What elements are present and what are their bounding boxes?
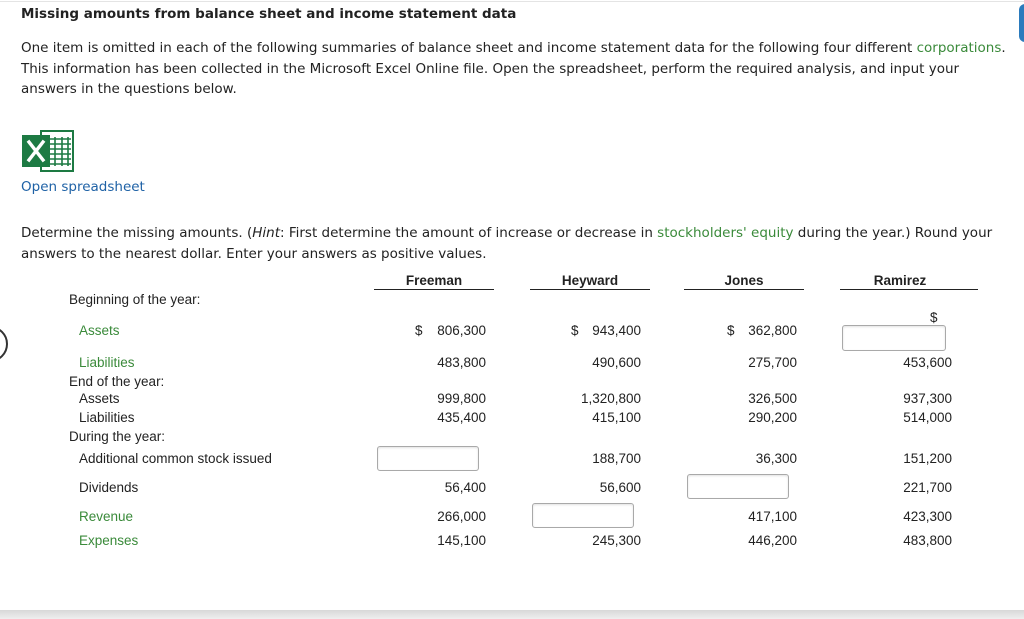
freeman-revenue: 266,000	[437, 509, 486, 524]
jones-stock-issued: 36,300	[755, 451, 797, 466]
row-label-stock-issued: Additional common stock issued	[79, 451, 272, 466]
currency-symbol: $	[571, 323, 579, 338]
corporations-term-link[interactable]: corporations	[916, 40, 1002, 56]
column-header-freeman: Freeman	[405, 273, 463, 288]
heyward-assets-end: 1,320,800	[580, 391, 641, 406]
intro-part-2: . This information has been collected in the Microsoft Excel Online file. Open the spreadsheet, perform the required analysis, and input your answers in the questions below.	[21, 40, 1006, 97]
intro-part-1: One item is omitted in each of the following summaries of balance sheet and income statement data for the following four different	[21, 40, 917, 56]
ramirez-liabilities-end: 514,000	[903, 410, 952, 425]
page-title: Missing amounts from balance sheet and income statement data	[21, 6, 517, 22]
jones-assets-begin: 362,800	[748, 323, 797, 338]
jones-dividends-input[interactable]	[687, 474, 789, 499]
header-rule	[840, 289, 978, 290]
instructions-part-1: Determine the missing amounts. (	[21, 225, 253, 241]
heyward-liabilities-end: 415,100	[592, 410, 641, 425]
instructions-text	[21, 223, 1021, 264]
heyward-assets-begin: 943,400	[592, 323, 641, 338]
heyward-stock-issued: 188,700	[592, 451, 641, 466]
open-spreadsheet-link[interactable]: Open spreadsheet	[21, 179, 145, 195]
ramirez-liabilities-begin: 453,600	[903, 355, 952, 370]
jones-liabilities-begin: 275,700	[748, 355, 797, 370]
freeman-assets-end: 999,800	[437, 391, 486, 406]
column-header-ramirez: Ramirez	[873, 273, 927, 288]
freeman-expenses: 145,100	[437, 533, 486, 548]
section-during-label: During the year:	[69, 429, 166, 444]
ramirez-stock-issued: 151,200	[903, 451, 952, 466]
row-label-dividends: Dividends	[79, 480, 139, 495]
instructions-part-3: during the year.) Round your answers to the nearest dollar. Enter your answers as positive values.	[21, 225, 993, 262]
question-marker[interactable]	[0, 326, 8, 362]
header-rule	[684, 289, 804, 290]
currency-symbol: $	[930, 310, 938, 325]
jones-expenses: 446,200	[748, 533, 797, 548]
instructions-part-2: : First determine the amount of increase or decrease in	[280, 225, 658, 241]
ramirez-revenue: 423,300	[903, 509, 952, 524]
column-header-heyward: Heyward	[561, 273, 619, 288]
heyward-revenue-input[interactable]	[532, 503, 634, 528]
jones-assets-end: 326,500	[748, 391, 797, 406]
intro-text	[21, 38, 1011, 100]
currency-symbol: $	[415, 323, 423, 338]
header-rule	[530, 289, 650, 290]
side-tab[interactable]	[1019, 4, 1024, 42]
ramirez-dividends: 221,700	[903, 480, 952, 495]
jones-revenue: 417,100	[748, 509, 797, 524]
currency-symbol: $	[727, 323, 735, 338]
excel-icon[interactable]	[21, 127, 75, 175]
ramirez-assets-begin-input[interactable]	[842, 325, 946, 351]
stockholders-equity-term-link[interactable]: stockholders' equity	[657, 225, 794, 241]
section-end-label: End of the year:	[69, 374, 165, 389]
ramirez-expenses: 483,800	[903, 533, 952, 548]
jones-liabilities-end: 290,200	[748, 410, 797, 425]
freeman-assets-begin: 806,300	[437, 323, 486, 338]
column-header-jones: Jones	[724, 273, 764, 288]
row-label-revenue[interactable]: Revenue	[79, 509, 134, 524]
heyward-liabilities-begin: 490,600	[592, 355, 641, 370]
row-label-assets-end: Assets	[79, 391, 120, 406]
header-rule	[374, 289, 494, 290]
section-beginning-label: Beginning of the year:	[69, 292, 201, 307]
row-label-expenses[interactable]: Expenses	[79, 533, 139, 548]
freeman-stock-issued-input[interactable]	[377, 446, 479, 471]
bottom-scroll-edge	[0, 610, 1024, 619]
ramirez-assets-end: 937,300	[903, 391, 952, 406]
top-divider	[0, 1, 1024, 2]
hint-word: Hint	[252, 225, 280, 241]
freeman-liabilities-end: 435,400	[437, 410, 486, 425]
freeman-dividends: 56,400	[444, 480, 486, 495]
row-label-liabilities-end: Liabilities	[79, 410, 135, 425]
heyward-expenses: 245,300	[592, 533, 641, 548]
row-label-assets-begin[interactable]: Assets	[79, 323, 120, 338]
freeman-liabilities-begin: 483,800	[437, 355, 486, 370]
row-label-liabilities-begin[interactable]: Liabilities	[79, 355, 135, 370]
heyward-dividends: 56,600	[599, 480, 641, 495]
